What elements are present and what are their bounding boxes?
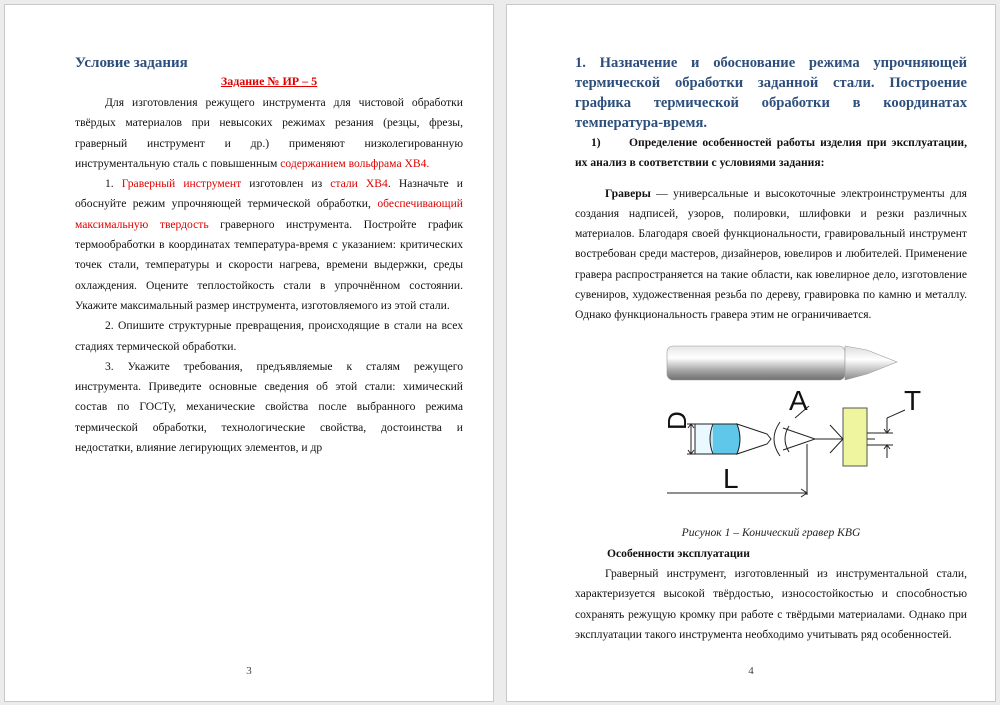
- subsection-number: 1): [591, 136, 601, 149]
- engraver-photo: [667, 346, 897, 380]
- page-number: 4: [748, 665, 754, 677]
- intro-highlight: содержанием вольфрама ХВ4.: [280, 156, 430, 170]
- section-title: Условие задания: [75, 55, 188, 71]
- subsection-heading: [575, 133, 967, 174]
- paragraph-text: — универсальные и высокоточные электроинструменты для создания надписей, узоров, полировки, шлифовки и резки различных материалов. Благодаря своей функциональности, гравировальный инструмент востребован среди мастеров, дизайнеров, ювелиров и любителей. Применение гравера распространяется на такие области, как ювелирное дело, изготовление сувениров, художественная резьба по дереву, гравировка по камню и металлу. Однако функциональность гравера этим не ограничивается.: [575, 186, 967, 322]
- task-item-2: 2. Опишите структурные превращения, происходящие в стали на всех стадиях термической обработки.: [75, 319, 463, 353]
- figure-caption: Рисунок 1 – Конический гравер KBG: [681, 525, 861, 539]
- item1-highlight-3: обеспечивающий максимальную твердость: [75, 197, 463, 231]
- term-bold: Граверы: [605, 186, 651, 200]
- intro-paragraph: [75, 93, 463, 174]
- engraver-figure: [575, 340, 967, 524]
- task-item-3: 3. Укажите требования, предъявляемые к сталям режущего инструмента. Приведите основные сведения об этой стали: химический состав по ГОСТу, механические свойства после выбранного режима термической обработки, технологические свойства, достоинства и недостатки, влияние легирующих элементов, и др: [75, 359, 463, 455]
- page-number: 3: [246, 665, 252, 677]
- label-d: D: [662, 410, 692, 430]
- item1-text-2: . Назначьте и обоснуйте режим упрочняющей термической обработки,: [75, 177, 463, 211]
- item-number: 1.: [105, 177, 122, 191]
- item1-text-3: граверного инструмента. Постройте график термообработки в координатах температура-время с указанием: критических точек стали, температуры и скорости нагрева, времени выдержки, среды охлаждения. Оцените теплостойкость стали в упрочнённом состоянии. Укажите максимальный размер инструмента, изготовляемого из этой стали.: [75, 217, 463, 312]
- label-a: A: [789, 384, 808, 416]
- subsection-text: Определение особенностей работы изделия при эксплуатации, их анализ в соответствии с условиями задания:: [575, 136, 967, 170]
- item1-highlight-2: стали ХВ4: [330, 177, 388, 191]
- engraver-schematic: [667, 406, 905, 497]
- engraver-drawing: [575, 340, 967, 524]
- label-l: L: [723, 462, 739, 494]
- engraver-paragraph: [575, 184, 967, 326]
- document-page-right: [506, 4, 996, 702]
- item1-text-1: изготовлен из: [241, 177, 331, 191]
- subheading: Особенности эксплуатации: [607, 546, 750, 560]
- operation-paragraph: Граверный инструмент, изготовленный из инструментальной стали, характеризуется высокой твёрдостью, износостойкостью и способностью сохранять режущую кромку при работе с твёрдыми материалами. Однако при эксплуатации такого инструмента необходимо учитывать ряд особенностей.: [575, 566, 967, 641]
- task-item-1: [75, 174, 463, 316]
- task-subtitle: Задание № ИР – 5: [220, 74, 318, 88]
- label-t: T: [904, 384, 922, 416]
- document-page-left: [4, 4, 494, 702]
- item1-highlight-1: Граверный инструмент: [121, 177, 242, 191]
- section-title: 1. Назначение и обоснование режима упрочняющей термической обработки заданной стали. Построение графика термической обработки в координатах температура-время.: [575, 55, 967, 131]
- intro-text: Для изготовления режущего инструмента для чистовой обработки твёрдых материалов при невысоких режимах резания (резцы, фрезы, граверный инструмент и др.) применяют низколегированную инструментальную сталь с повышенным: [75, 96, 463, 170]
